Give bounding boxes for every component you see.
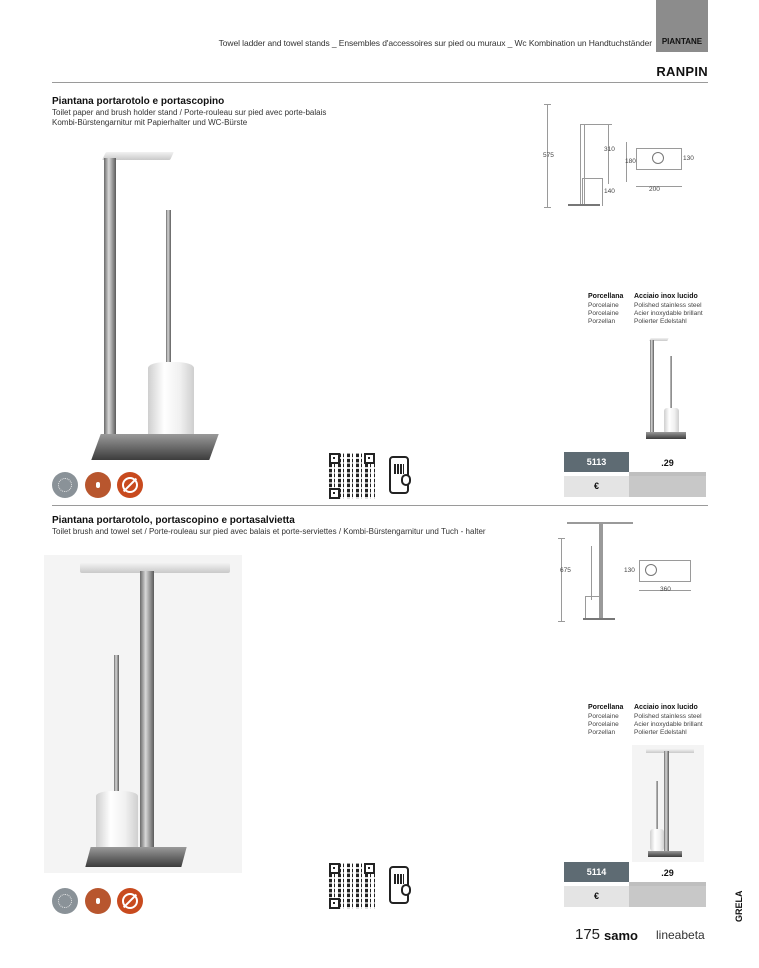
product-1-price-cell	[629, 476, 706, 497]
product-1-desc-line1: Toilet paper and brush holder stand / Porte-rouleau sur pied avec porte-balais	[52, 108, 327, 117]
brand-logo: samo	[604, 928, 638, 943]
hand-icon	[401, 474, 411, 486]
product-2-code[interactable]: 5114	[564, 862, 629, 882]
dim-plan-side: 130	[624, 567, 635, 574]
towel-bar	[80, 563, 230, 573]
dim-plan-depth: 180	[625, 158, 636, 165]
product-1-currency: €	[564, 476, 629, 497]
dim-top-width: 310	[604, 146, 615, 153]
stand-base	[85, 847, 186, 867]
dim-plan-width: 200	[649, 186, 660, 193]
side-brand-label: GRELA	[734, 890, 744, 922]
product-1-finish-thumbnail	[640, 334, 696, 448]
finish-porcelain-header: Porcellana	[588, 704, 624, 711]
product-2-finish-thumbnail	[632, 745, 704, 863]
product-2-finish-code[interactable]: .29	[629, 862, 706, 886]
dim-height: 575	[543, 152, 554, 159]
category-tab-label: PIANTANE	[661, 37, 703, 46]
finish-steel-line: Polierter Edelstahl	[634, 729, 687, 736]
product-2-price-cell	[629, 886, 706, 907]
finish-steel-line: Polierter Edelstahl	[634, 318, 687, 325]
product-2-photo	[44, 555, 242, 873]
product-2-desc-line1: Toilet brush and towel set / Porte-rouleau sur pied avec balais et porte-serviettes / Kombi-Bürstengarnitur und Tuch - halter	[52, 527, 486, 536]
product-1-finish-code[interactable]: .29	[629, 452, 706, 476]
finish-steel-header: Acciaio inox lucido	[634, 293, 698, 300]
finish-porcelain-line: Porzellan	[588, 729, 616, 736]
time-badge-icon	[52, 888, 78, 914]
qr-code-icon[interactable]	[329, 453, 375, 499]
brush-handle	[166, 210, 171, 370]
finish-porcelain-header: Porcellana	[588, 293, 624, 300]
finish-steel-line: Polished stainless steel	[634, 302, 702, 309]
finish-porcelain-line: Porcelaine	[588, 721, 619, 728]
brush-handle	[114, 655, 119, 805]
time-badge-icon	[52, 472, 78, 498]
dim-plan-width: 360	[660, 586, 671, 593]
brush-holder-cup	[148, 362, 194, 442]
fire-badge-icon	[85, 888, 111, 914]
stand-pole	[140, 571, 154, 849]
finish-steel-line: Polished stainless steel	[634, 713, 702, 720]
finish-steel-line: Acier inoxydable brillant	[634, 310, 703, 317]
dim-plan-side: 130	[683, 155, 694, 162]
series-title: RANPIN	[656, 64, 708, 79]
finish-porcelain-line: Porcelaine	[588, 302, 619, 309]
qr-code-icon[interactable]	[329, 863, 375, 909]
stand-base	[91, 434, 218, 460]
finish-porcelain-line: Porcelaine	[588, 713, 619, 720]
fire-badge-icon	[85, 472, 111, 498]
finish-porcelain-line: Porcelaine	[588, 310, 619, 317]
dim-base-width: 140	[604, 188, 615, 195]
product-2-technical-drawing	[555, 516, 705, 626]
product-1-title: Piantana portarotolo e portascopino	[52, 96, 225, 107]
product-1-photo	[60, 140, 240, 465]
page-number: 175	[575, 926, 601, 943]
finish-steel-line: Acier inoxydable brillant	[634, 721, 703, 728]
section-divider-middle	[52, 505, 708, 506]
section-divider-top	[52, 82, 708, 83]
product-2-currency: €	[564, 886, 629, 907]
product-1-code[interactable]: 5113	[564, 452, 629, 472]
hand-icon	[401, 884, 411, 896]
stand-pole	[104, 158, 116, 443]
finish-steel-header: Acciaio inox lucido	[634, 704, 698, 711]
category-tab[interactable]	[656, 0, 708, 52]
brand-line: lineabeta	[656, 928, 705, 942]
no-rust-badge-icon	[117, 888, 143, 914]
no-rust-badge-icon	[117, 472, 143, 498]
product-1-technical-drawing	[540, 100, 710, 215]
dim-height: 675	[560, 567, 571, 574]
breadcrumb: Towel ladder and towel stands _ Ensembles d'accessoires sur pied ou muraux _ Wc Kombination un Handtuchständer	[218, 38, 652, 48]
finish-porcelain-line: Porzellan	[588, 318, 616, 325]
product-2-title: Piantana portarotolo, portascopino e portasalvietta	[52, 515, 295, 526]
product-1-desc-line2: Kombi-Bürstengarnitur mit Papierhalter und WC-Bürste	[52, 118, 248, 127]
